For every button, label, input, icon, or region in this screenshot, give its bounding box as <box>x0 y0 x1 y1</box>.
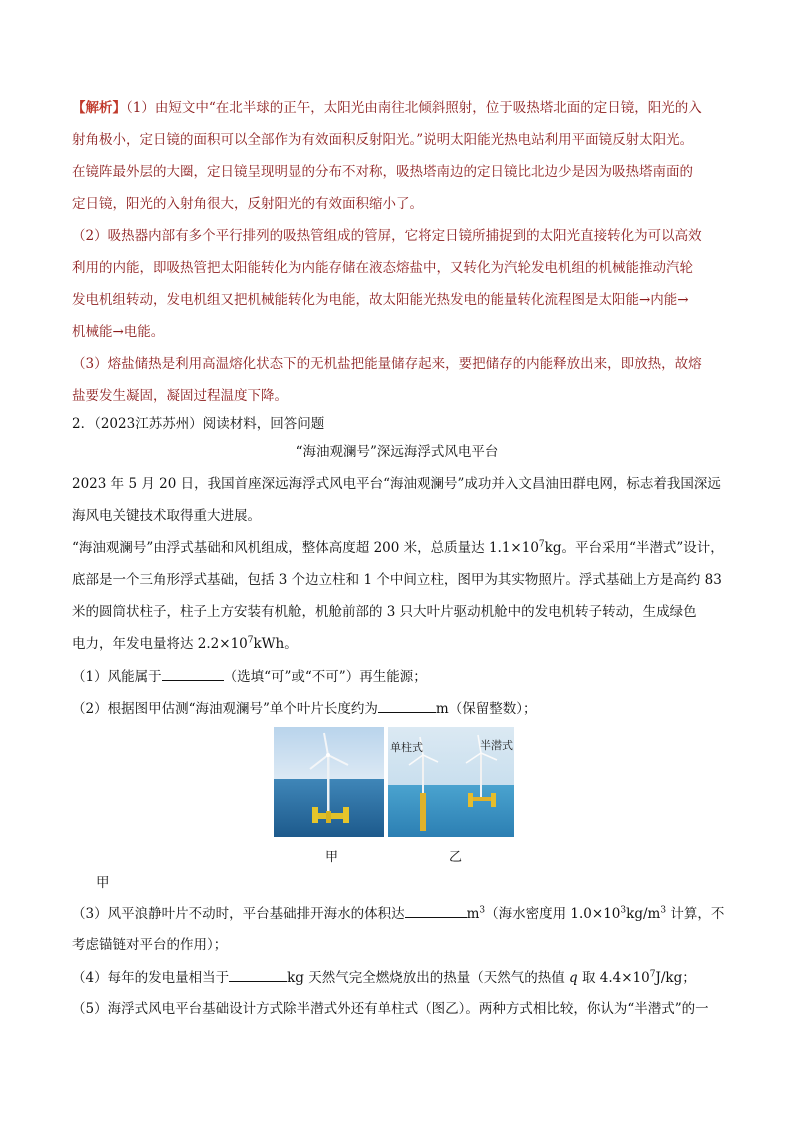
analysis-line-9: （3）熔盐储热是利用高温熔化状态下的无机盐把能量储存起来，要把储存的内能释放出来，即放热，故熔 <box>72 356 702 372</box>
figure-a-caption: 甲 <box>325 850 339 865</box>
analysis-line-5: （2）吸热器内部有多个平行排列的吸热管组成的管屏，它将定日镜所捕捉到的太阳光直接转化为可以高效 <box>72 228 702 244</box>
question-2: （2）根据图甲估测“海油观澜号”单个叶片长度约为 m（保留整数）； <box>72 698 734 719</box>
analysis-line-7: 发电机组转动，发电机组又把机械能转化为电能，故太阳能光热发电的能量转化流程图是太阳能→内能→ <box>72 292 689 308</box>
answer-blank-3[interactable] <box>405 903 467 918</box>
question-3-line-2: 考虑锚链对平台的作用）； <box>72 937 228 953</box>
figure-b-caption: 乙 <box>449 850 463 865</box>
question-5: （5）海浮式风电平台基础设计方式除半潜式外还有单柱式（图乙）。两种方式相比较，你认为“半潜式”的一 <box>72 1001 709 1017</box>
figure-b-diagram <box>388 727 514 837</box>
passage-p2-line-4: 电力，年发电量将达 $2.2\times 10^7kWh$。 <box>72 635 298 652</box>
passage-p2-line-2: 底部是一个三角形浮式基础，包括 3 个边立柱和 1 个中间立柱，图甲为其实物照片。浮式基础上方是高约 83 <box>72 572 722 588</box>
answer-blank-2[interactable] <box>378 698 436 713</box>
figure-b-label-semi: 半潜式 <box>480 739 513 752</box>
analysis-line-2: 射角极小，定日镜的面积可以全部作为有效面积反射阳光。”说明太阳能光热电站利用平面镜反射太阳光。 <box>72 132 694 148</box>
figure-a-photo <box>274 727 384 837</box>
analysis-line-8: 机械能→电能。 <box>72 324 165 340</box>
analysis-line-1: 【解析】（1）由短文中“在北半球的正午，太阳光由南往北倾斜照射，位于吸热塔北面的定日镜，阳光的入 <box>72 100 702 116</box>
passage-p1-line-2: 海风电关键技术取得重大进展。 <box>72 508 261 524</box>
question-4: （4）每年的发电量相当于 kg 天然气完全燃烧放出的热量（天然气的热值 q 取 $4.4\times 10^7J/kg$； <box>72 967 734 988</box>
question-header: 2．（2023江苏苏州）阅读材料，回答问题 <box>72 416 325 432</box>
analysis-tag: 【解析】 <box>72 100 126 116</box>
passage-title: “海油观澜号”深远海浮式风电平台 <box>295 444 499 460</box>
analysis-line-4: 定日镜，阳光的入射角很大，反射阳光的有效面积缩小了。 <box>72 196 423 212</box>
question-1: （1）风能属于 （选填“可”或“不可”）再生能源； <box>72 666 734 687</box>
passage-p1-line-1: 2023 年 5 月 20 日，我国首座深远海浮式风电平台“海油观澜号”成功并入文昌油田群电网，标志着我国深远 <box>72 476 721 492</box>
figure-b-label-single: 单柱式 <box>390 741 423 754</box>
analysis-line-6: 利用的内能，即吸热管把太阳能转化为内能存储在液态熔盐中，又转化为汽轮发电机组的机械能推动汽轮 <box>72 260 693 276</box>
analysis-line-10: 盐要发生凝固，凝固过程温度下降。 <box>72 388 288 404</box>
question-3: （3）风平浪静叶片不动时，平台基础排开海水的体积达 $m^3$（海水密度用 $1.0\times 10^3kg/m^3$ 计算，不 <box>72 903 734 924</box>
answer-blank-1[interactable] <box>162 666 224 681</box>
passage-p2-line-1: “海油观澜号”由浮式基础和风机组成，整体高度超 200 米，总质量达 $1.1\times 10^7kg$。平台采用“半潜式”设计， <box>72 539 724 556</box>
passage-p2-line-3: 米的圆筒状柱子，柱子上方安装有机舱，机舱前部的 3 只大叶片驱动机舱中的发电机转子转动，生成绿色 <box>72 604 697 620</box>
analysis-line-3: 在镜阵最外层的大圈，定日镜呈现明显的分布不对称，吸热塔南边的定日镜比北边少是因为吸热塔南面的 <box>72 164 693 180</box>
orphan-label: 甲 <box>96 875 110 891</box>
answer-blank-4[interactable] <box>229 967 287 982</box>
